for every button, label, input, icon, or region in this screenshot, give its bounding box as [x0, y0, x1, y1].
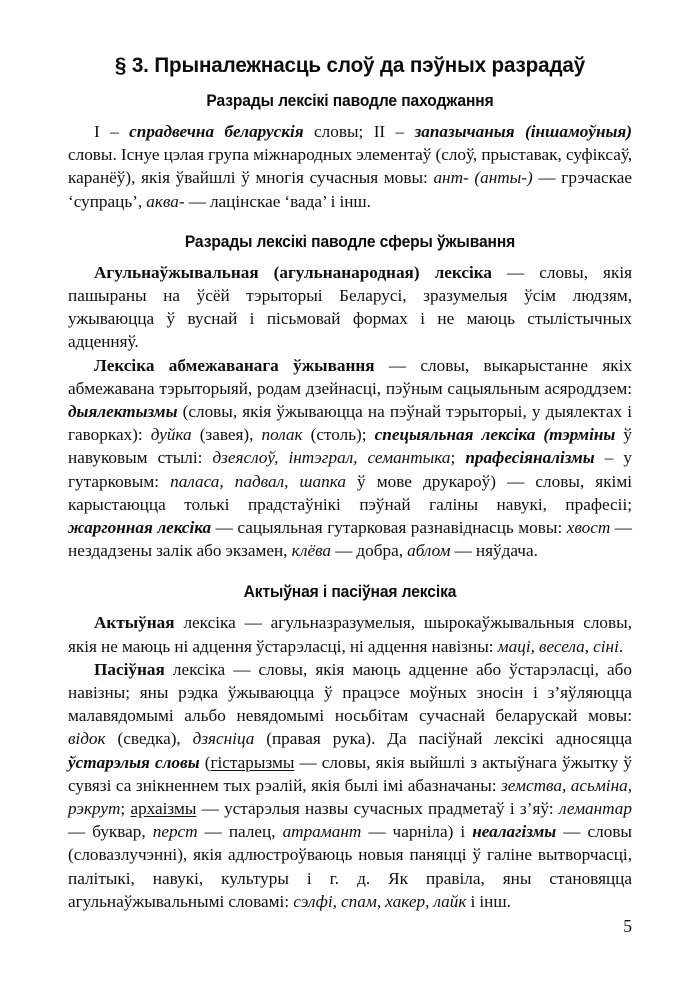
- text-run: дзясніца: [192, 729, 255, 749]
- text-run: — палец,: [197, 822, 283, 842]
- text-run: I –: [94, 122, 130, 141]
- text-run: сэлфі, спам, хакер, лайк: [293, 891, 467, 911]
- text-run: ўстарэлыя словы: [68, 752, 200, 772]
- text-run: – у гутарковым:: [68, 448, 632, 491]
- text-run: аблом: [407, 541, 451, 561]
- text-run: Пасіўная: [94, 659, 165, 679]
- text-run: — чарніла) і: [361, 822, 473, 842]
- paragraph: [68, 658, 632, 913]
- text-run: — грэчаскае ‘супраць’,: [68, 168, 633, 211]
- paragraph: [68, 354, 632, 563]
- text-run: .: [618, 636, 624, 656]
- text-run: — лацінскае ‘вада’ і інш.: [184, 191, 371, 211]
- text-run: — словы, якія выйшлі з актыўнага ўжытку ў сувязі са знікненнем тых рэалій, якія былі імі абазначаны:: [68, 752, 632, 795]
- text-run: гістарызмы: [210, 752, 295, 772]
- text-run: ;: [450, 448, 466, 468]
- text-run: — нездадзены залік або экзамен,: [68, 518, 632, 561]
- text-run: — сацыяльная гутарковая разнавіднасць мовы:: [211, 518, 567, 538]
- paragraph: [68, 611, 632, 657]
- paragraph: [68, 261, 632, 354]
- text-run: полак: [261, 425, 303, 445]
- text-run: — словы, якія пашыраны на ўсёй тэрыторыі Беларусі, зразумелыя ўсім людзям, ужываюцца ў вуснай і пісьмовай формах і не маюць стылістычных адценняў.: [68, 262, 632, 352]
- text-run: паласа, падвал, шапка: [170, 471, 346, 491]
- text-run: спецыяльная лексіка (тэрміны: [374, 425, 616, 445]
- text-run: ў навуковым стылі:: [68, 425, 632, 468]
- text-run: ант- (анты-): [433, 168, 533, 188]
- text-run: клёва: [291, 541, 332, 561]
- text-run: (завея),: [191, 425, 262, 445]
- text-run: (столь);: [302, 425, 375, 445]
- paragraph: [68, 120, 632, 213]
- section-heading-usage-sphere: Разрады лексікі паводле сферы ўжывання: [184, 232, 516, 251]
- text-run: — добра,: [331, 541, 408, 561]
- text-run: неалагізмы: [472, 822, 557, 842]
- text-run: (: [199, 752, 211, 772]
- text-run: лексіка — словы, якія маюць адценне або ўстарэласці, або навізны; яны рэдка ўжываюцца ў працэсе моўных зносін і з’яўляюцца малавядомымі альбо невядомымі носьбітам сучаснай беларускай мовы:: [68, 659, 632, 726]
- text-run: Агульнаўжывальная (агульнанародная) лексіка: [94, 262, 492, 282]
- text-run: маці, весела, сіні: [497, 636, 619, 656]
- text-run: прафесіяналізмы: [465, 448, 595, 468]
- text-run: словы. Існуе цэлая група міжнародных элементаў (слоў, прыставак, суфіксаў, каранёў), якія ўвайшлі ў многія сучасныя мовы:: [68, 145, 632, 188]
- text-run: — няўдача.: [450, 541, 538, 561]
- text-run: Лексіка абмежаванага ўжывання: [94, 355, 375, 375]
- text-run: дыялектызмы: [68, 402, 178, 422]
- text-run: (сведка),: [105, 729, 193, 749]
- text-run: земства, асьміна, рэкрут: [68, 775, 633, 819]
- section-heading-origin: Разрады лексікі паводле паходжання: [206, 92, 494, 110]
- text-run: словы; II –: [303, 122, 415, 141]
- text-run: архаізмы: [130, 799, 197, 819]
- text-run: хвост: [566, 518, 611, 538]
- text-run: — словы, выкарыстанне якіх абмежавана тэрыторыяй, родам дзейнасці, пэўным сацыяльным асяроддзем:: [68, 355, 632, 398]
- section-heading-active-passive: Актыўная і пасіўная лексіка: [243, 583, 457, 602]
- text-run: ;: [120, 799, 131, 819]
- page-number: 5: [623, 916, 632, 936]
- text-run: ў мове друкароў) — словы, якімі карыстаюцца толькі прадстаўнікі пэўнай галіны навукі, прафесіі;: [68, 471, 632, 514]
- text-run: — устарэлыя назвы сучасных прадметаў і з’яў:: [196, 799, 559, 819]
- text-run: жаргонная лексіка: [68, 518, 212, 538]
- text-run: і інш.: [466, 891, 511, 911]
- text-run: дуйка: [150, 425, 192, 445]
- text-run: — буквар,: [68, 822, 153, 842]
- text-run: лексіка — агульназразумелыя, шырокаўжывальныя словы, якія не маюць ні адцення ўстарэласці, ні адцення навізны:: [68, 613, 632, 656]
- text-run: — словы (словазлучэнні), якія адлюстроўваюць новыя паняцці ў галіне вытворчасці, палітыкі, навукі, культуры і г. д. Як правіла, яны становяцца агульнаўжывальнымі словамі:: [68, 822, 632, 911]
- page-title: § 3. Прыналежнасць слоў да пэўных разрадаў: [114, 53, 586, 77]
- text-run: лемантар: [558, 799, 632, 819]
- text-run: відок: [68, 729, 106, 749]
- page-content: [68, 52, 632, 913]
- text-run: перст: [152, 822, 198, 842]
- text-run: (правая рука). Да пасіўнай лексікі адносяцца: [254, 729, 632, 749]
- text-run: атрамант: [282, 822, 362, 842]
- text-run: спрадвечна беларускія: [129, 122, 304, 141]
- text-run: Актыўная: [94, 613, 175, 633]
- text-run: дзеяслоў, інтэграл, семантыка: [212, 448, 451, 468]
- text-run: (словы, якія ўжываюцца на пэўнай тэрыторыі, у дыялектах і гаворках):: [68, 402, 632, 445]
- text-run: аква-: [146, 191, 185, 211]
- text-run: запазычаныя (іншамоўныя): [414, 122, 632, 141]
